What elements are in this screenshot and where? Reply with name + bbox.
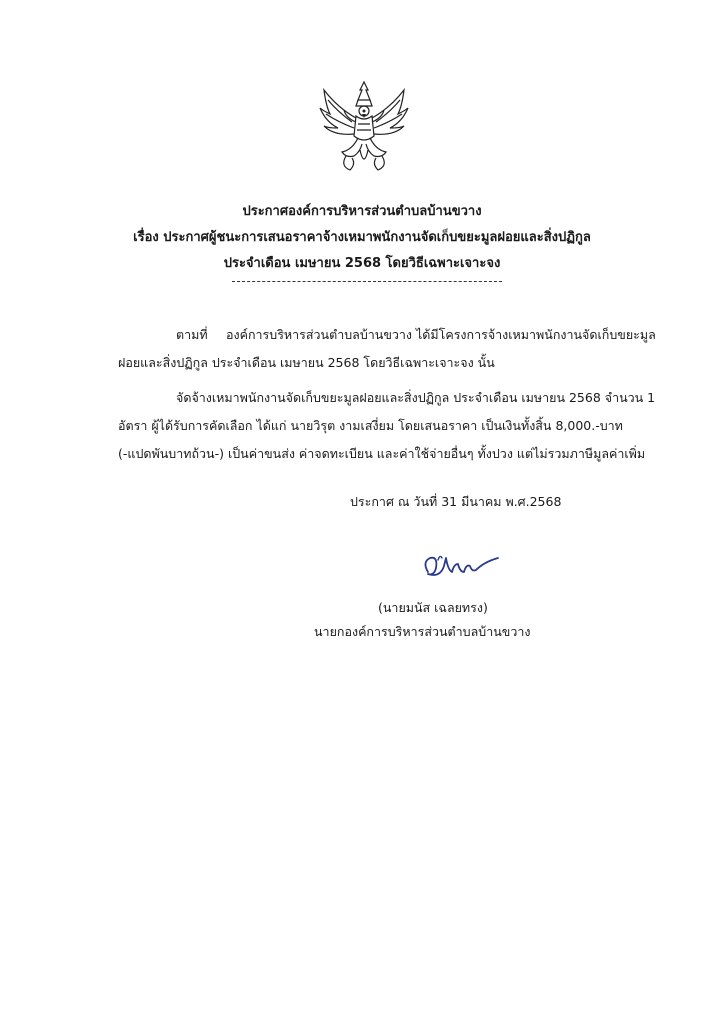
announcement-date: ประกาศ ณ วันที่ 31 มีนาคม พ.ศ.2568 xyxy=(350,494,562,509)
paragraph-2-line-1: จัดจ้างเหมาพนักงานจัดเก็บขยะมูลฝอยและสิ่งปฏิกูล ประจำเดือน เมษายน 2568 จำนวน 1 xyxy=(176,390,656,405)
title-divider xyxy=(232,281,502,282)
signer-position: นายกองค์การบริหารส่วนตำบลบ้านขวาง xyxy=(314,624,531,639)
paragraph-1-lead: ตามที่ xyxy=(176,327,208,342)
paragraph-1-line-1: องค์การบริหารส่วนตำบลบ้านขวาง ได้มีโครงการจ้างเหมาพนักงานจัดเก็บขยะมูล xyxy=(226,327,656,342)
paragraph-2-line-2: อัตรา ผู้ได้รับการคัดเลือก ได้แก่ นายวิรุต งามเสงี่ยม โดยเสนอราคา เป็นเงินทั้งสิ้น 8,000.-บาท xyxy=(118,418,623,433)
garuda-emblem-icon xyxy=(316,78,412,178)
announcement-period: ประจำเดือน เมษายน 2568 โดยวิธีเฉพาะเจาะจง xyxy=(223,256,501,271)
paragraph-2-line-3: (-แปดพันบาทถ้วน-) เป็นค่าขนส่ง ค่าจดทะเบียน และค่าใช้จ่ายอื่นๆ ทั้งปวง แต่ไม่รวมภาษีมูลค่าเพิ่ม xyxy=(118,446,646,461)
paragraph-1-line-2: ฝอยและสิ่งปฏิกูล ประจำเดือน เมษายน 2568 โดยวิธีเฉพาะเจาะจง นั้น xyxy=(118,355,495,370)
handwritten-signature xyxy=(418,548,502,588)
announcement-title: ประกาศองค์การบริหารส่วนตำบลบ้านขวาง xyxy=(242,204,482,219)
announcement-subject: เรื่อง ประกาศผู้ชนะการเสนอราคาจ้างเหมาพนักงานจัดเก็บขยะมูลฝอยและสิ่งปฏิกูล xyxy=(133,230,591,245)
signer-name: (นายมนัส เฉลยทรง) xyxy=(378,600,488,615)
